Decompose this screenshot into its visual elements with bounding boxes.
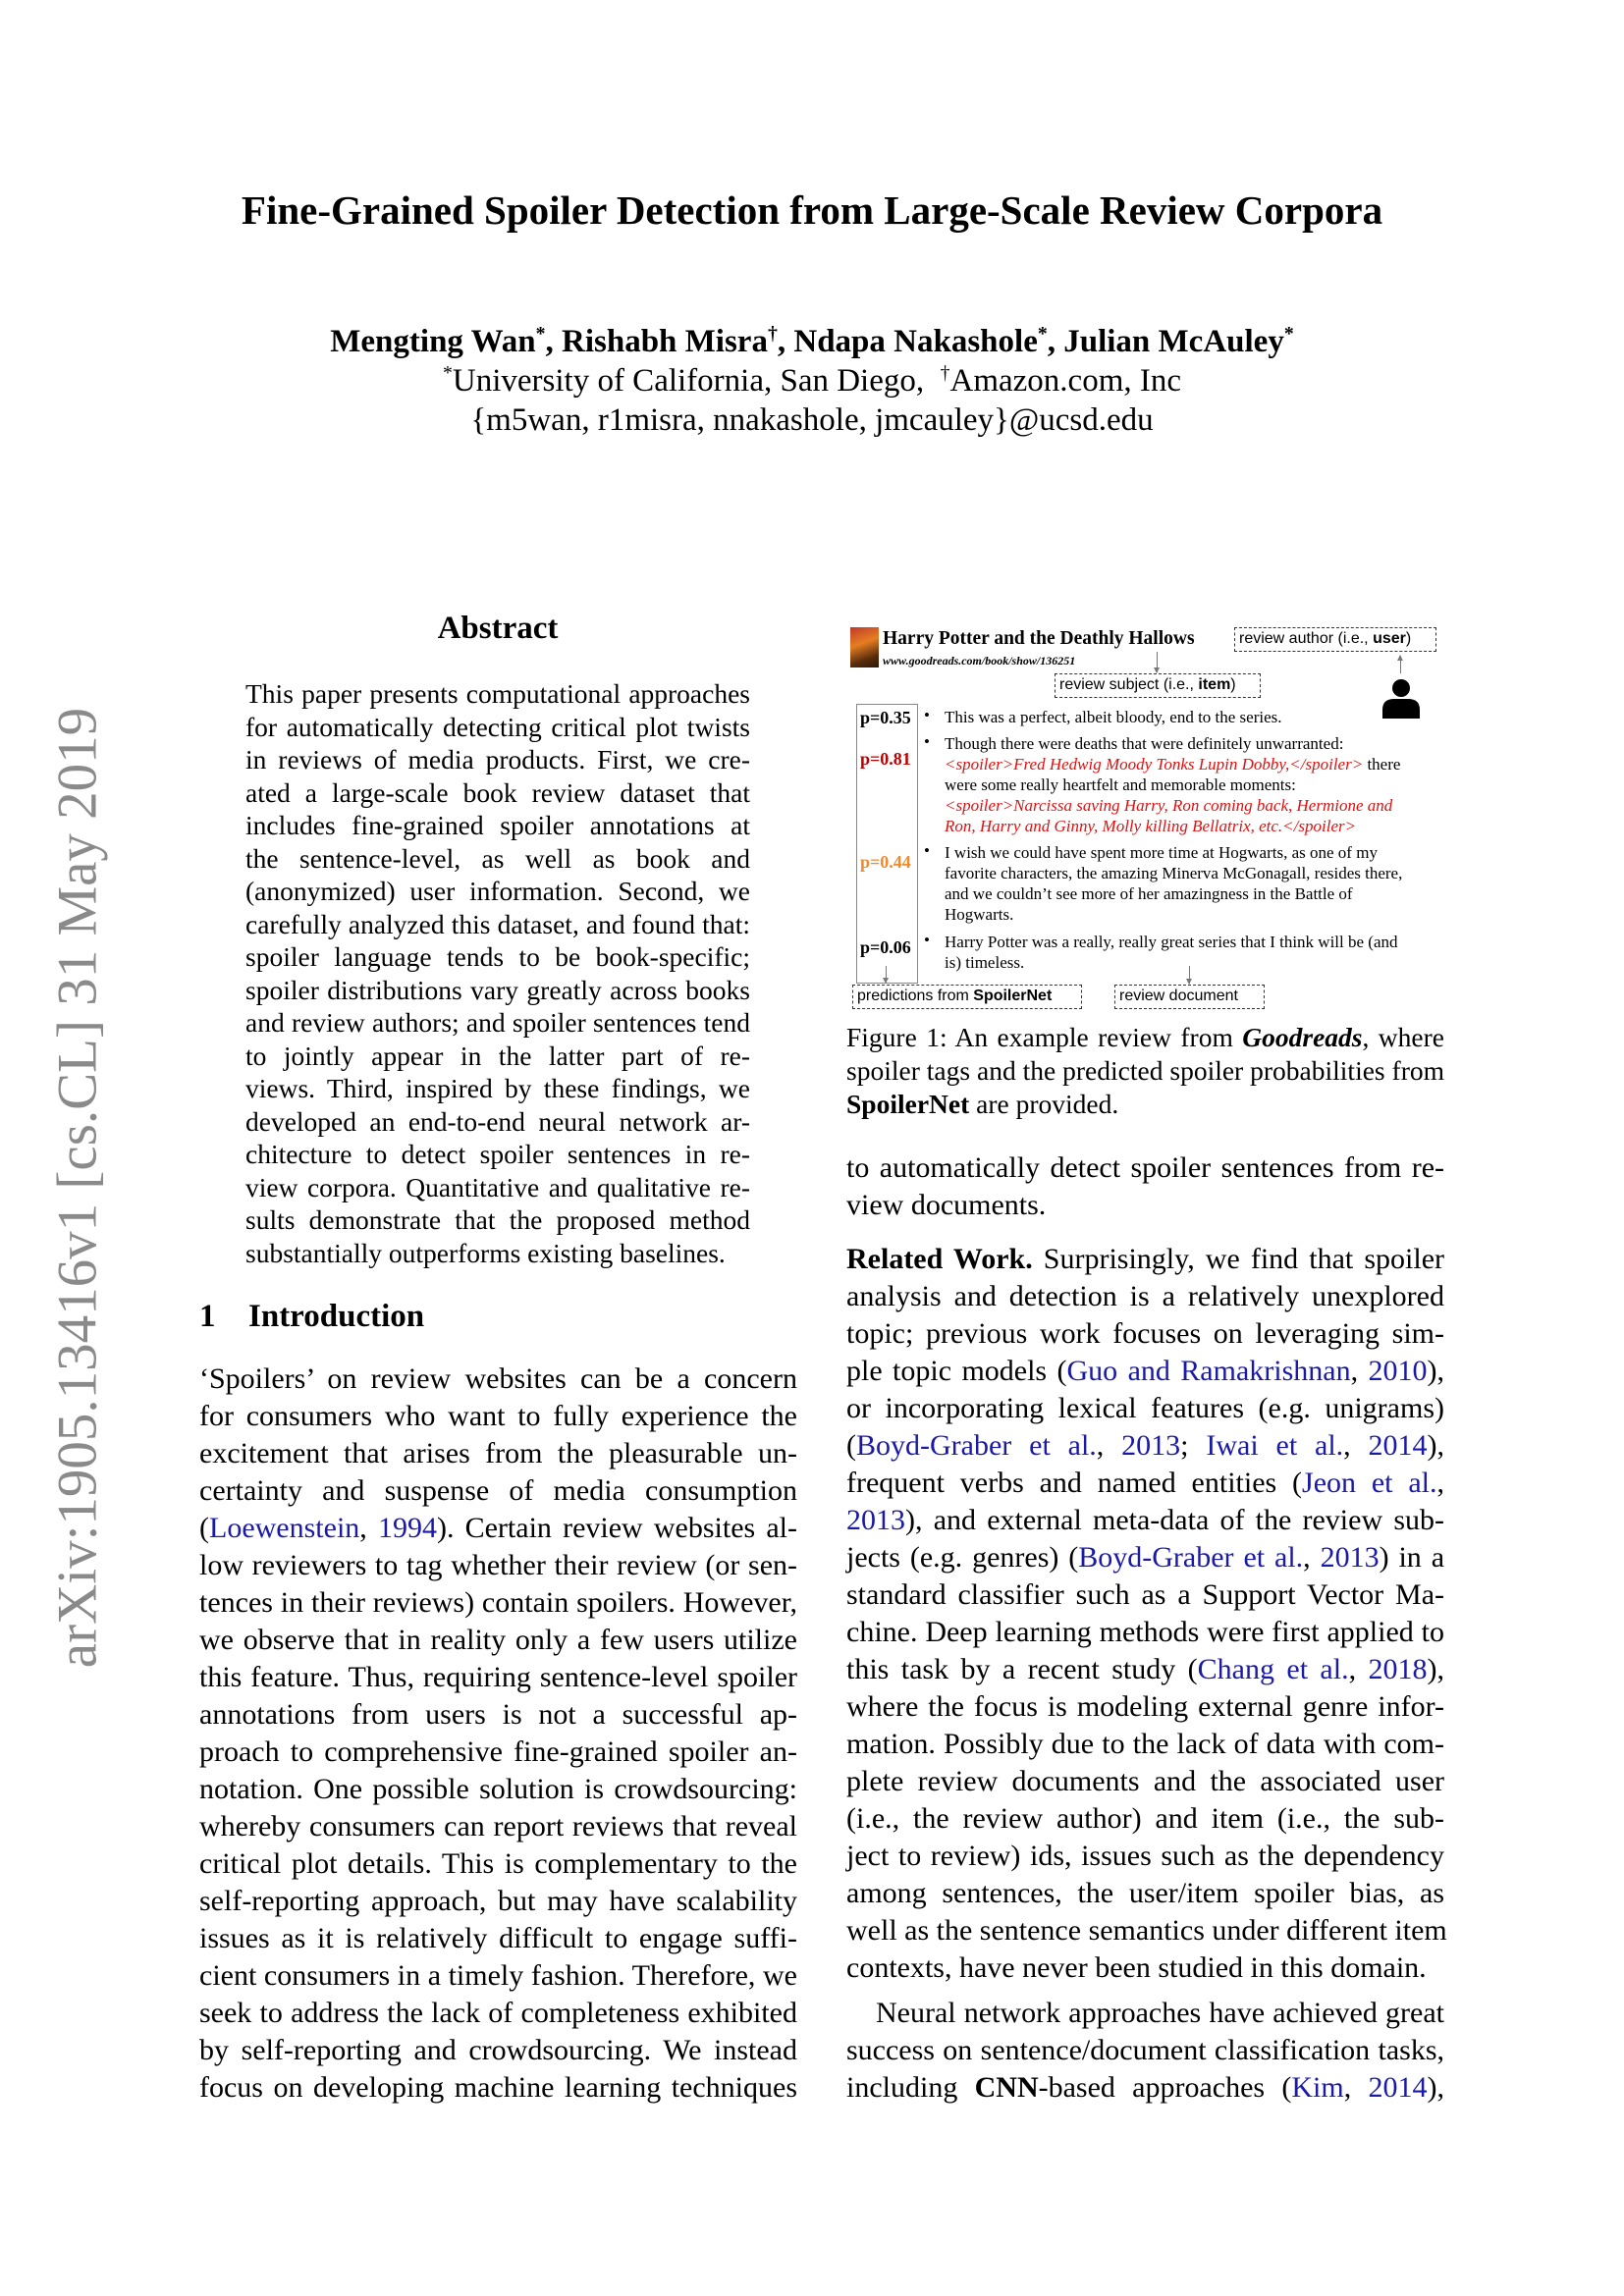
text-segment: Hogwarts. bbox=[945, 905, 1014, 924]
text-segment: This was a perfect, albeit bloody, end to the series. bbox=[945, 708, 1282, 726]
text-segment: (anonymized) user information. Second, we bbox=[245, 876, 750, 906]
text-segment: ), and external meta-data of the review sub- bbox=[905, 1504, 1444, 1536]
text-segment: we observe that in reality only a few users utilize bbox=[199, 1624, 797, 1656]
text-segment: , bbox=[1343, 2071, 1369, 2104]
review-sentence bbox=[945, 842, 1440, 925]
text-segment: frequent verbs and named entities ( bbox=[846, 1467, 1303, 1499]
text-segment: cient consumers in a timely fashion. Therefore, we bbox=[199, 1959, 797, 1992]
text-line bbox=[245, 1040, 750, 1073]
text-segment: focus on developing machine learning techniques bbox=[199, 2071, 797, 2104]
text-segment: for consumers who want to fully experience the bbox=[199, 1400, 797, 1432]
text-line bbox=[245, 1171, 750, 1204]
text-line bbox=[245, 940, 750, 974]
text-segment: Though there were deaths that were definitely unwarranted: bbox=[945, 734, 1344, 753]
text-segment: self-reporting approach, but may have scalability bbox=[199, 1885, 797, 1917]
text-segment: seek to address the lack of completeness exhibited bbox=[199, 1997, 797, 2029]
text-line bbox=[945, 932, 1440, 952]
text-line bbox=[846, 1763, 1444, 1800]
citation-link[interactable]: Chang et al. bbox=[1197, 1653, 1349, 1685]
text-line bbox=[945, 707, 1440, 727]
citation-link[interactable]: Boyd-Graber et al. bbox=[856, 1429, 1097, 1462]
text-segment: SpoilerNet bbox=[846, 1089, 970, 1119]
text-segment: proach to comprehensive fine-grained spoiler an- bbox=[199, 1735, 797, 1768]
text-segment: Neural network approaches have achieved great bbox=[876, 1997, 1444, 2029]
text-segment: CNN bbox=[974, 2071, 1039, 2104]
text-line bbox=[846, 1688, 1444, 1726]
citation-link[interactable]: 2013 bbox=[846, 1504, 905, 1536]
affiliations: *University of California, San Diego, †Amazon.com, Inc bbox=[442, 362, 1182, 399]
text-line bbox=[199, 1920, 797, 1957]
text-line bbox=[945, 883, 1440, 904]
label-review-author: review author (i.e., user) bbox=[1234, 627, 1436, 652]
text-segment: to jointly appear in the latter part of re- bbox=[245, 1040, 750, 1071]
citation-link[interactable]: Kim bbox=[1291, 2071, 1344, 2104]
text-segment: low reviewers to tag whether their review (or sen- bbox=[199, 1549, 797, 1581]
neural-network-paragraph bbox=[846, 1995, 1444, 2107]
text-segment: favorite characters, the amazing Minerva McGonagall, resides there, bbox=[945, 864, 1403, 882]
text-segment: Harry Potter was a really, really great series that I think will be (and bbox=[945, 933, 1398, 951]
text-segment: among sentences, the user/item spoiler bias, as bbox=[846, 1877, 1444, 1909]
text-segment: critical plot details. This is complementary to the bbox=[199, 1847, 797, 1880]
text-line bbox=[245, 743, 750, 776]
citation-link[interactable]: Iwai et al. bbox=[1206, 1429, 1344, 1462]
text-line bbox=[846, 1995, 1444, 2032]
text-line bbox=[945, 904, 1440, 925]
text-line bbox=[199, 1398, 797, 1435]
text-line bbox=[199, 1734, 797, 1771]
text-line bbox=[846, 1912, 1447, 1949]
text-line bbox=[199, 1659, 797, 1696]
prediction-value: p=0.81 bbox=[860, 749, 911, 769]
bullet: • bbox=[924, 931, 930, 949]
text-line bbox=[846, 1502, 1444, 1539]
text-segment: where the focus is modeling external genre infor- bbox=[846, 1690, 1444, 1723]
bullet: • bbox=[924, 732, 930, 751]
text-segment: in reviews of media products. First, we cre- bbox=[245, 744, 750, 774]
book-cover-image bbox=[850, 627, 879, 667]
text-segment: this feature. Thus, requiring sentence-level spoiler bbox=[199, 1661, 797, 1693]
text-segment: ). Certain review websites al- bbox=[436, 1512, 797, 1544]
text-line bbox=[245, 974, 750, 1007]
text-segment: ated a large-scale book review dataset that bbox=[245, 776, 750, 808]
text-line bbox=[846, 1838, 1444, 1875]
text-line bbox=[846, 1390, 1444, 1427]
text-line bbox=[245, 875, 750, 908]
text-segment: ), bbox=[1427, 1653, 1444, 1685]
text-segment: whereby consumers can report reviews that reveal bbox=[199, 1810, 797, 1842]
text-line bbox=[846, 1187, 1444, 1224]
text-segment: are provided. bbox=[969, 1089, 1119, 1119]
text-line bbox=[846, 1651, 1444, 1688]
bullet: • bbox=[924, 706, 930, 724]
text-line bbox=[846, 1576, 1444, 1614]
citation-link[interactable]: 1994 bbox=[377, 1512, 437, 1544]
text-line bbox=[846, 1353, 1444, 1390]
text-segment: , bbox=[1343, 1429, 1369, 1462]
text-line bbox=[199, 1584, 797, 1622]
text-segment: ple topic models ( bbox=[846, 1355, 1067, 1387]
text-segment: mation. Possibly due to the lack of data with com- bbox=[846, 1728, 1444, 1760]
arxiv-stamp: arXiv:1905.13416v1 [cs.CL] 31 May 2019 bbox=[46, 707, 109, 1669]
text-segment: Related Work. bbox=[846, 1243, 1033, 1275]
review-sentence bbox=[945, 707, 1440, 727]
text-segment: spoiler tags and the predicted spoiler probabilities from bbox=[846, 1055, 1444, 1086]
text-line bbox=[846, 2032, 1444, 2069]
arrow-down-icon bbox=[886, 966, 887, 983]
text-line bbox=[245, 1203, 750, 1237]
text-segment: by self-reporting and crowdsourcing. We instead bbox=[199, 2034, 797, 2066]
prediction-value: p=0.35 bbox=[860, 708, 911, 727]
text-segment: contexts, have never been studied in this domain. bbox=[846, 1951, 1427, 1984]
text-segment: issues as it is relatively difficult to engage suffi- bbox=[199, 1922, 797, 1954]
text-segment: ( bbox=[846, 1429, 856, 1462]
text-line bbox=[245, 711, 750, 744]
author: Rishabh Misra† bbox=[562, 323, 778, 359]
text-segment: developed an end-to-end neural network ar- bbox=[245, 1105, 750, 1137]
text-segment: ; bbox=[1180, 1429, 1207, 1462]
text-segment: is) timeless. bbox=[945, 953, 1025, 972]
text-segment: annotations from users is not a successful ap- bbox=[199, 1698, 797, 1731]
text-segment: includes fine-grained spoiler annotations at bbox=[245, 810, 750, 840]
text-line bbox=[245, 677, 750, 711]
text-segment: plete review documents and the associated user bbox=[846, 1765, 1444, 1797]
text-segment: for automatically detecting critical plot twists bbox=[245, 711, 750, 742]
text-segment: excitement that arises from the pleasurable un- bbox=[199, 1437, 797, 1469]
citation-link[interactable]: Boyd-Graber et al. bbox=[1078, 1541, 1304, 1574]
text-segment: <spoiler>Fred Hedwig Moody Tonks Lupin Dobby,</spoiler> bbox=[945, 755, 1364, 774]
text-segment: success on sentence/document classification tasks, bbox=[846, 2034, 1444, 2066]
arrow-up-icon bbox=[1400, 656, 1401, 673]
text-line bbox=[199, 1995, 797, 2032]
label-predictions: predictions from SpoilerNet bbox=[852, 985, 1082, 1009]
citation-link[interactable]: 2013 bbox=[1320, 1541, 1380, 1574]
text-segment: views. Third, inspired by these findings, we bbox=[245, 1073, 750, 1103]
text-line bbox=[945, 774, 1440, 795]
text-line bbox=[846, 2069, 1444, 2107]
text-segment: -based approaches ( bbox=[1038, 2071, 1292, 2104]
text-line bbox=[846, 1021, 1444, 1054]
label-review-subject: review subject (i.e., item) bbox=[1055, 673, 1261, 698]
label-review-document: review document bbox=[1114, 985, 1265, 1009]
text-segment: ) in a bbox=[1379, 1541, 1445, 1574]
author: Ndapa Nakashole* bbox=[793, 323, 1048, 359]
text-line bbox=[846, 1315, 1444, 1353]
text-segment: tences in their reviews) contain spoilers. However, bbox=[199, 1586, 797, 1619]
text-segment: chitecture to detect spoiler sentences in re- bbox=[245, 1139, 750, 1169]
text-line bbox=[245, 842, 750, 876]
text-line bbox=[945, 952, 1440, 973]
citation-link[interactable]: 2014 bbox=[1368, 1429, 1428, 1462]
text-line bbox=[199, 2032, 797, 2069]
text-line bbox=[945, 816, 1440, 836]
text-segment: , bbox=[1348, 1653, 1369, 1685]
text-line bbox=[846, 1465, 1444, 1502]
citation-link[interactable]: 2014 bbox=[1368, 2071, 1428, 2104]
text-segment: sults demonstrate that the proposed method bbox=[245, 1204, 750, 1235]
text-line bbox=[846, 1949, 1444, 1987]
text-segment: ), bbox=[1427, 1355, 1444, 1387]
text-segment: ject to review) ids, issues such as the dependency bbox=[846, 1840, 1444, 1872]
text-line bbox=[199, 1771, 797, 1808]
text-segment: , bbox=[1303, 1541, 1321, 1574]
text-line bbox=[846, 1241, 1444, 1278]
right-column-paragraph bbox=[846, 1149, 1444, 1224]
text-segment: ‘Spoilers’ on review websites can be a concern bbox=[199, 1362, 797, 1395]
text-line bbox=[846, 1427, 1444, 1465]
text-line bbox=[199, 1883, 797, 1920]
prediction-value: p=0.44 bbox=[860, 852, 911, 872]
abstract-text bbox=[245, 677, 750, 1269]
text-segment: spoiler distributions vary greatly across books bbox=[245, 974, 750, 1005]
text-line bbox=[199, 1957, 797, 1995]
text-line bbox=[245, 1006, 750, 1040]
text-segment: and we couldn’t see more of her amazingness in the Battle of bbox=[945, 884, 1353, 903]
text-segment: , bbox=[1436, 1467, 1444, 1499]
citation-link[interactable]: 2010 bbox=[1368, 1355, 1428, 1387]
text-line bbox=[846, 1149, 1444, 1187]
text-segment: Surprisingly, we find that spoiler bbox=[1032, 1243, 1444, 1275]
text-line bbox=[245, 1072, 750, 1105]
text-line bbox=[846, 1054, 1444, 1088]
author: Julian McAuley* bbox=[1063, 323, 1294, 359]
text-line bbox=[245, 908, 750, 941]
citation-link[interactable]: Guo and Ramakrishnan bbox=[1066, 1355, 1351, 1387]
text-segment: Ron, Harry and Ginny, Molly killing Bellatrix, etc.</spoiler> bbox=[945, 817, 1357, 835]
text-segment: the sentence-level, as well as book and bbox=[245, 842, 750, 874]
text-segment: to automatically detect spoiler sentences from re- bbox=[846, 1151, 1444, 1184]
section-heading-introduction: 1 Introduction bbox=[199, 1299, 425, 1334]
author-emails: {m5wan, r1misra, nnakashole, jmcauley}@ucsd.edu bbox=[470, 402, 1154, 438]
text-segment: certainty and suspense of media consumption bbox=[199, 1474, 797, 1507]
citation-link[interactable]: 2013 bbox=[1121, 1429, 1181, 1462]
text-segment: notation. One possible solution is crowdsourcing: bbox=[199, 1773, 797, 1805]
text-segment: ( bbox=[199, 1512, 209, 1544]
author: Mengting Wan* bbox=[330, 323, 546, 359]
bullet: • bbox=[924, 841, 930, 860]
text-line bbox=[199, 1472, 797, 1510]
text-segment: spoiler language tends to be book-specific; bbox=[245, 941, 750, 972]
text-segment: standard classifier such as a Support Vector Ma- bbox=[846, 1578, 1444, 1611]
review-sentence bbox=[945, 733, 1440, 836]
figure-1 bbox=[846, 620, 1445, 1013]
text-segment: were some really heartfelt and memorable moments: bbox=[945, 775, 1296, 794]
text-segment: including bbox=[846, 2071, 975, 2104]
text-segment: , bbox=[1096, 1429, 1122, 1462]
text-segment: ), bbox=[1427, 2071, 1445, 2104]
text-line bbox=[199, 1361, 797, 1398]
text-segment: topic; previous work focuses on leveraging sim- bbox=[846, 1317, 1444, 1350]
text-segment: , bbox=[1350, 1355, 1369, 1387]
text-line bbox=[846, 1614, 1444, 1651]
text-line bbox=[945, 842, 1440, 863]
text-line bbox=[199, 1696, 797, 1734]
text-segment: <spoiler>Narcissa saving Harry, Ron coming back, Hermione and bbox=[945, 796, 1393, 815]
text-line bbox=[199, 1435, 797, 1472]
text-segment: , bbox=[359, 1512, 378, 1544]
text-line bbox=[945, 733, 1440, 754]
text-segment: Goodreads bbox=[1242, 1022, 1363, 1052]
text-segment: well as the sentence semantics under different item bbox=[846, 1914, 1447, 1947]
text-line bbox=[245, 1237, 750, 1270]
text-line bbox=[846, 1278, 1444, 1315]
text-segment: substantially outperforms existing baselines. bbox=[245, 1237, 726, 1268]
text-segment: , where bbox=[1362, 1022, 1444, 1052]
text-segment: and review authors; and spoiler sentences tend bbox=[245, 1007, 750, 1038]
text-segment: carefully analyzed this dataset, and found that: bbox=[245, 908, 750, 939]
text-segment: I wish we could have spent more time at Hogwarts, as one of my bbox=[945, 843, 1378, 862]
text-line bbox=[199, 1845, 797, 1883]
text-segment: ), bbox=[1427, 1429, 1445, 1462]
figure-caption bbox=[846, 1021, 1444, 1121]
text-line bbox=[199, 1510, 797, 1547]
text-line bbox=[846, 1800, 1444, 1838]
text-line bbox=[245, 776, 750, 810]
text-line bbox=[245, 1105, 750, 1139]
text-segment: (i.e., the review author) and item (i.e., the sub- bbox=[846, 1802, 1444, 1835]
prediction-value: p=0.06 bbox=[860, 937, 911, 957]
text-segment: This paper presents computational approaches bbox=[245, 678, 750, 709]
text-line bbox=[846, 1726, 1444, 1763]
text-segment: this task by a recent study ( bbox=[846, 1653, 1198, 1685]
text-segment: view documents. bbox=[846, 1189, 1047, 1221]
text-line bbox=[846, 1539, 1444, 1576]
book-url: www.goodreads.com/book/show/136251 bbox=[883, 654, 1076, 667]
introduction-text bbox=[199, 1361, 797, 2107]
text-segment: jects (e.g. genres) ( bbox=[846, 1541, 1079, 1574]
text-line bbox=[945, 863, 1440, 883]
abstract-heading: Abstract bbox=[437, 611, 559, 646]
text-line bbox=[245, 809, 750, 842]
related-work-paragraph bbox=[846, 1241, 1447, 1987]
book-title: Harry Potter and the Deathly Hallows bbox=[883, 628, 1195, 649]
text-segment: or incorporating lexical features (e.g. unigrams) bbox=[846, 1392, 1444, 1424]
citation-link[interactable]: Jeon et al. bbox=[1302, 1467, 1437, 1499]
text-segment: chine. Deep learning methods were first applied to bbox=[846, 1616, 1444, 1648]
author-list: Mengting Wan*, Rishabh Misra†, Ndapa Nakashole*, Julian McAuley* bbox=[330, 323, 1294, 359]
text-segment: Figure 1: An example review from bbox=[846, 1022, 1243, 1052]
text-line bbox=[846, 1875, 1444, 1912]
paper-title: Fine-Grained Spoiler Detection from Large-Scale Review Corpora bbox=[241, 187, 1383, 233]
review-sentence bbox=[945, 932, 1440, 973]
text-line bbox=[245, 1138, 750, 1171]
text-line bbox=[846, 1088, 1444, 1121]
text-segment: analysis and detection is a relatively unexplored bbox=[846, 1280, 1444, 1312]
text-line bbox=[945, 754, 1440, 774]
text-line bbox=[199, 1808, 797, 1845]
text-line bbox=[945, 795, 1440, 816]
citation-link[interactable]: 2018 bbox=[1368, 1653, 1428, 1685]
text-line bbox=[199, 1622, 797, 1659]
arrow-down-icon bbox=[1189, 966, 1190, 984]
text-segment: there bbox=[1363, 755, 1401, 774]
text-line bbox=[199, 2069, 797, 2107]
citation-link[interactable]: Loewenstein bbox=[209, 1512, 360, 1544]
text-segment: view corpora. Quantitative and qualitative re- bbox=[245, 1171, 750, 1202]
text-line bbox=[199, 1547, 797, 1584]
arrow-down-icon bbox=[1157, 652, 1158, 672]
